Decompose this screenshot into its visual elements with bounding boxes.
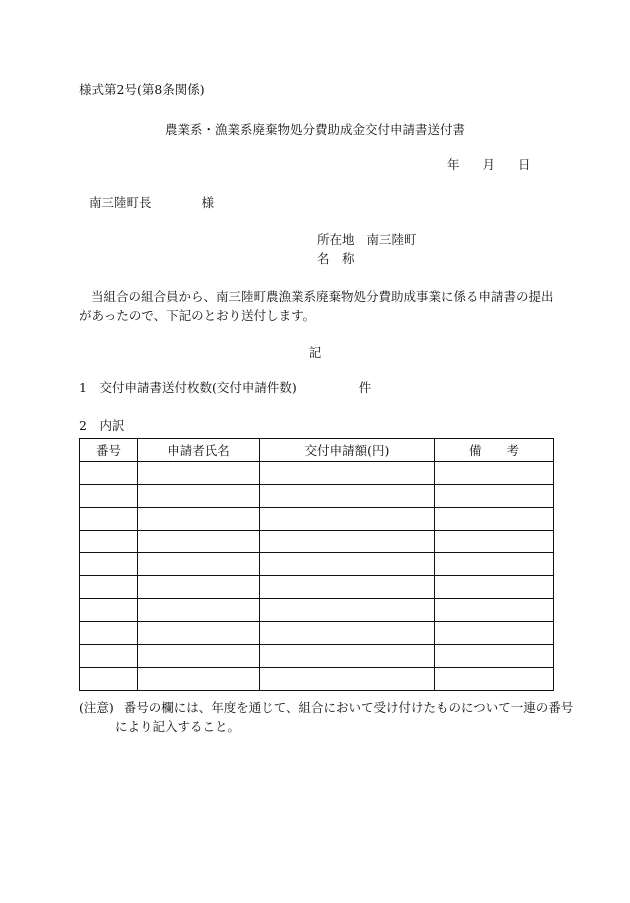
number-cell <box>80 645 138 668</box>
item-2-label: 2 内訳 <box>79 418 125 433</box>
header-number: 番号 <box>80 439 138 462</box>
amount-cell <box>260 507 435 530</box>
number-cell <box>80 667 138 690</box>
breakdown-table <box>79 438 554 691</box>
table-row <box>80 576 554 599</box>
sender-address-label: 所在地 <box>317 232 355 247</box>
remarks-cell <box>435 484 554 507</box>
applicant-name-cell <box>138 530 260 553</box>
ki-heading: 記 <box>308 345 322 360</box>
applicant-name-cell <box>138 507 260 530</box>
date-line <box>447 155 531 173</box>
amount-cell <box>260 622 435 645</box>
sender-name-label: 名 称 <box>317 251 355 266</box>
applicant-name-cell <box>138 599 260 622</box>
applicant-name-cell <box>138 484 260 507</box>
table-row <box>80 599 554 622</box>
table-header-row <box>80 439 554 462</box>
table-row <box>80 667 554 690</box>
remarks-cell <box>435 530 554 553</box>
number-cell <box>80 507 138 530</box>
note-label: (注意) <box>79 700 114 715</box>
number-cell <box>80 599 138 622</box>
number-cell <box>80 553 138 576</box>
applicant-name-cell <box>138 461 260 484</box>
number-cell <box>80 622 138 645</box>
remarks-cell <box>435 507 554 530</box>
applicant-name-cell <box>138 553 260 576</box>
note-line-2: により記入すること。 <box>115 719 241 734</box>
header-applicant-name: 申請者氏名 <box>138 439 260 462</box>
addressee <box>89 193 214 211</box>
amount-cell <box>260 484 435 507</box>
form-number: 様式第2号(第8条関係) <box>79 82 205 97</box>
addressee-honorific: 様 <box>201 195 215 210</box>
amount-cell <box>260 553 435 576</box>
item-1-label: 1 交付申請書送付枚数(交付申請件数) <box>79 380 297 395</box>
amount-cell <box>260 645 435 668</box>
table-row <box>80 530 554 553</box>
applicant-name-cell <box>138 667 260 690</box>
document-title: 農業系・漁業系廃棄物処分費助成金交付申請書送付書 <box>164 122 465 137</box>
table-row <box>80 507 554 530</box>
applicant-name-cell <box>138 576 260 599</box>
header-remarks: 備 考 <box>435 439 554 462</box>
table-row <box>80 553 554 576</box>
header-amount: 交付申請額(円) <box>260 439 435 462</box>
amount-cell <box>260 667 435 690</box>
table-row <box>80 461 554 484</box>
amount-cell <box>260 530 435 553</box>
number-cell <box>80 461 138 484</box>
sender-address-value: 南三陸町 <box>366 232 417 247</box>
table-row <box>80 645 554 668</box>
item-1 <box>79 378 371 396</box>
date-day: 日 <box>518 157 531 172</box>
number-cell <box>80 576 138 599</box>
number-cell <box>80 484 138 507</box>
remarks-cell <box>435 553 554 576</box>
item-1-unit: 件 <box>358 380 372 395</box>
remarks-cell <box>435 576 554 599</box>
sender-block <box>317 230 417 268</box>
remarks-cell <box>435 461 554 484</box>
date-year: 年 <box>447 157 460 172</box>
remarks-cell <box>435 622 554 645</box>
sender-address-row <box>317 230 417 249</box>
date-month: 月 <box>482 157 496 172</box>
remarks-cell <box>435 599 554 622</box>
note <box>79 698 573 736</box>
number-cell <box>80 530 138 553</box>
addressee-name: 南三陸町長 <box>89 195 152 210</box>
table-row <box>80 622 554 645</box>
remarks-cell <box>435 645 554 668</box>
applicant-name-cell <box>138 622 260 645</box>
amount-cell <box>260 461 435 484</box>
table-row <box>80 484 554 507</box>
table-body <box>80 461 554 690</box>
note-line-1: 番号の欄には、年度を通じて、組合において受け付けたものについて一連の番号 <box>123 700 574 715</box>
body-text: 当組合の組合員から、南三陸町農漁業系廃棄物処分費助成事業に係る申請書の提出があったので、下記のとおり送付します。 <box>79 289 554 323</box>
amount-cell <box>260 599 435 622</box>
applicant-name-cell <box>138 645 260 668</box>
amount-cell <box>260 576 435 599</box>
remarks-cell <box>435 667 554 690</box>
